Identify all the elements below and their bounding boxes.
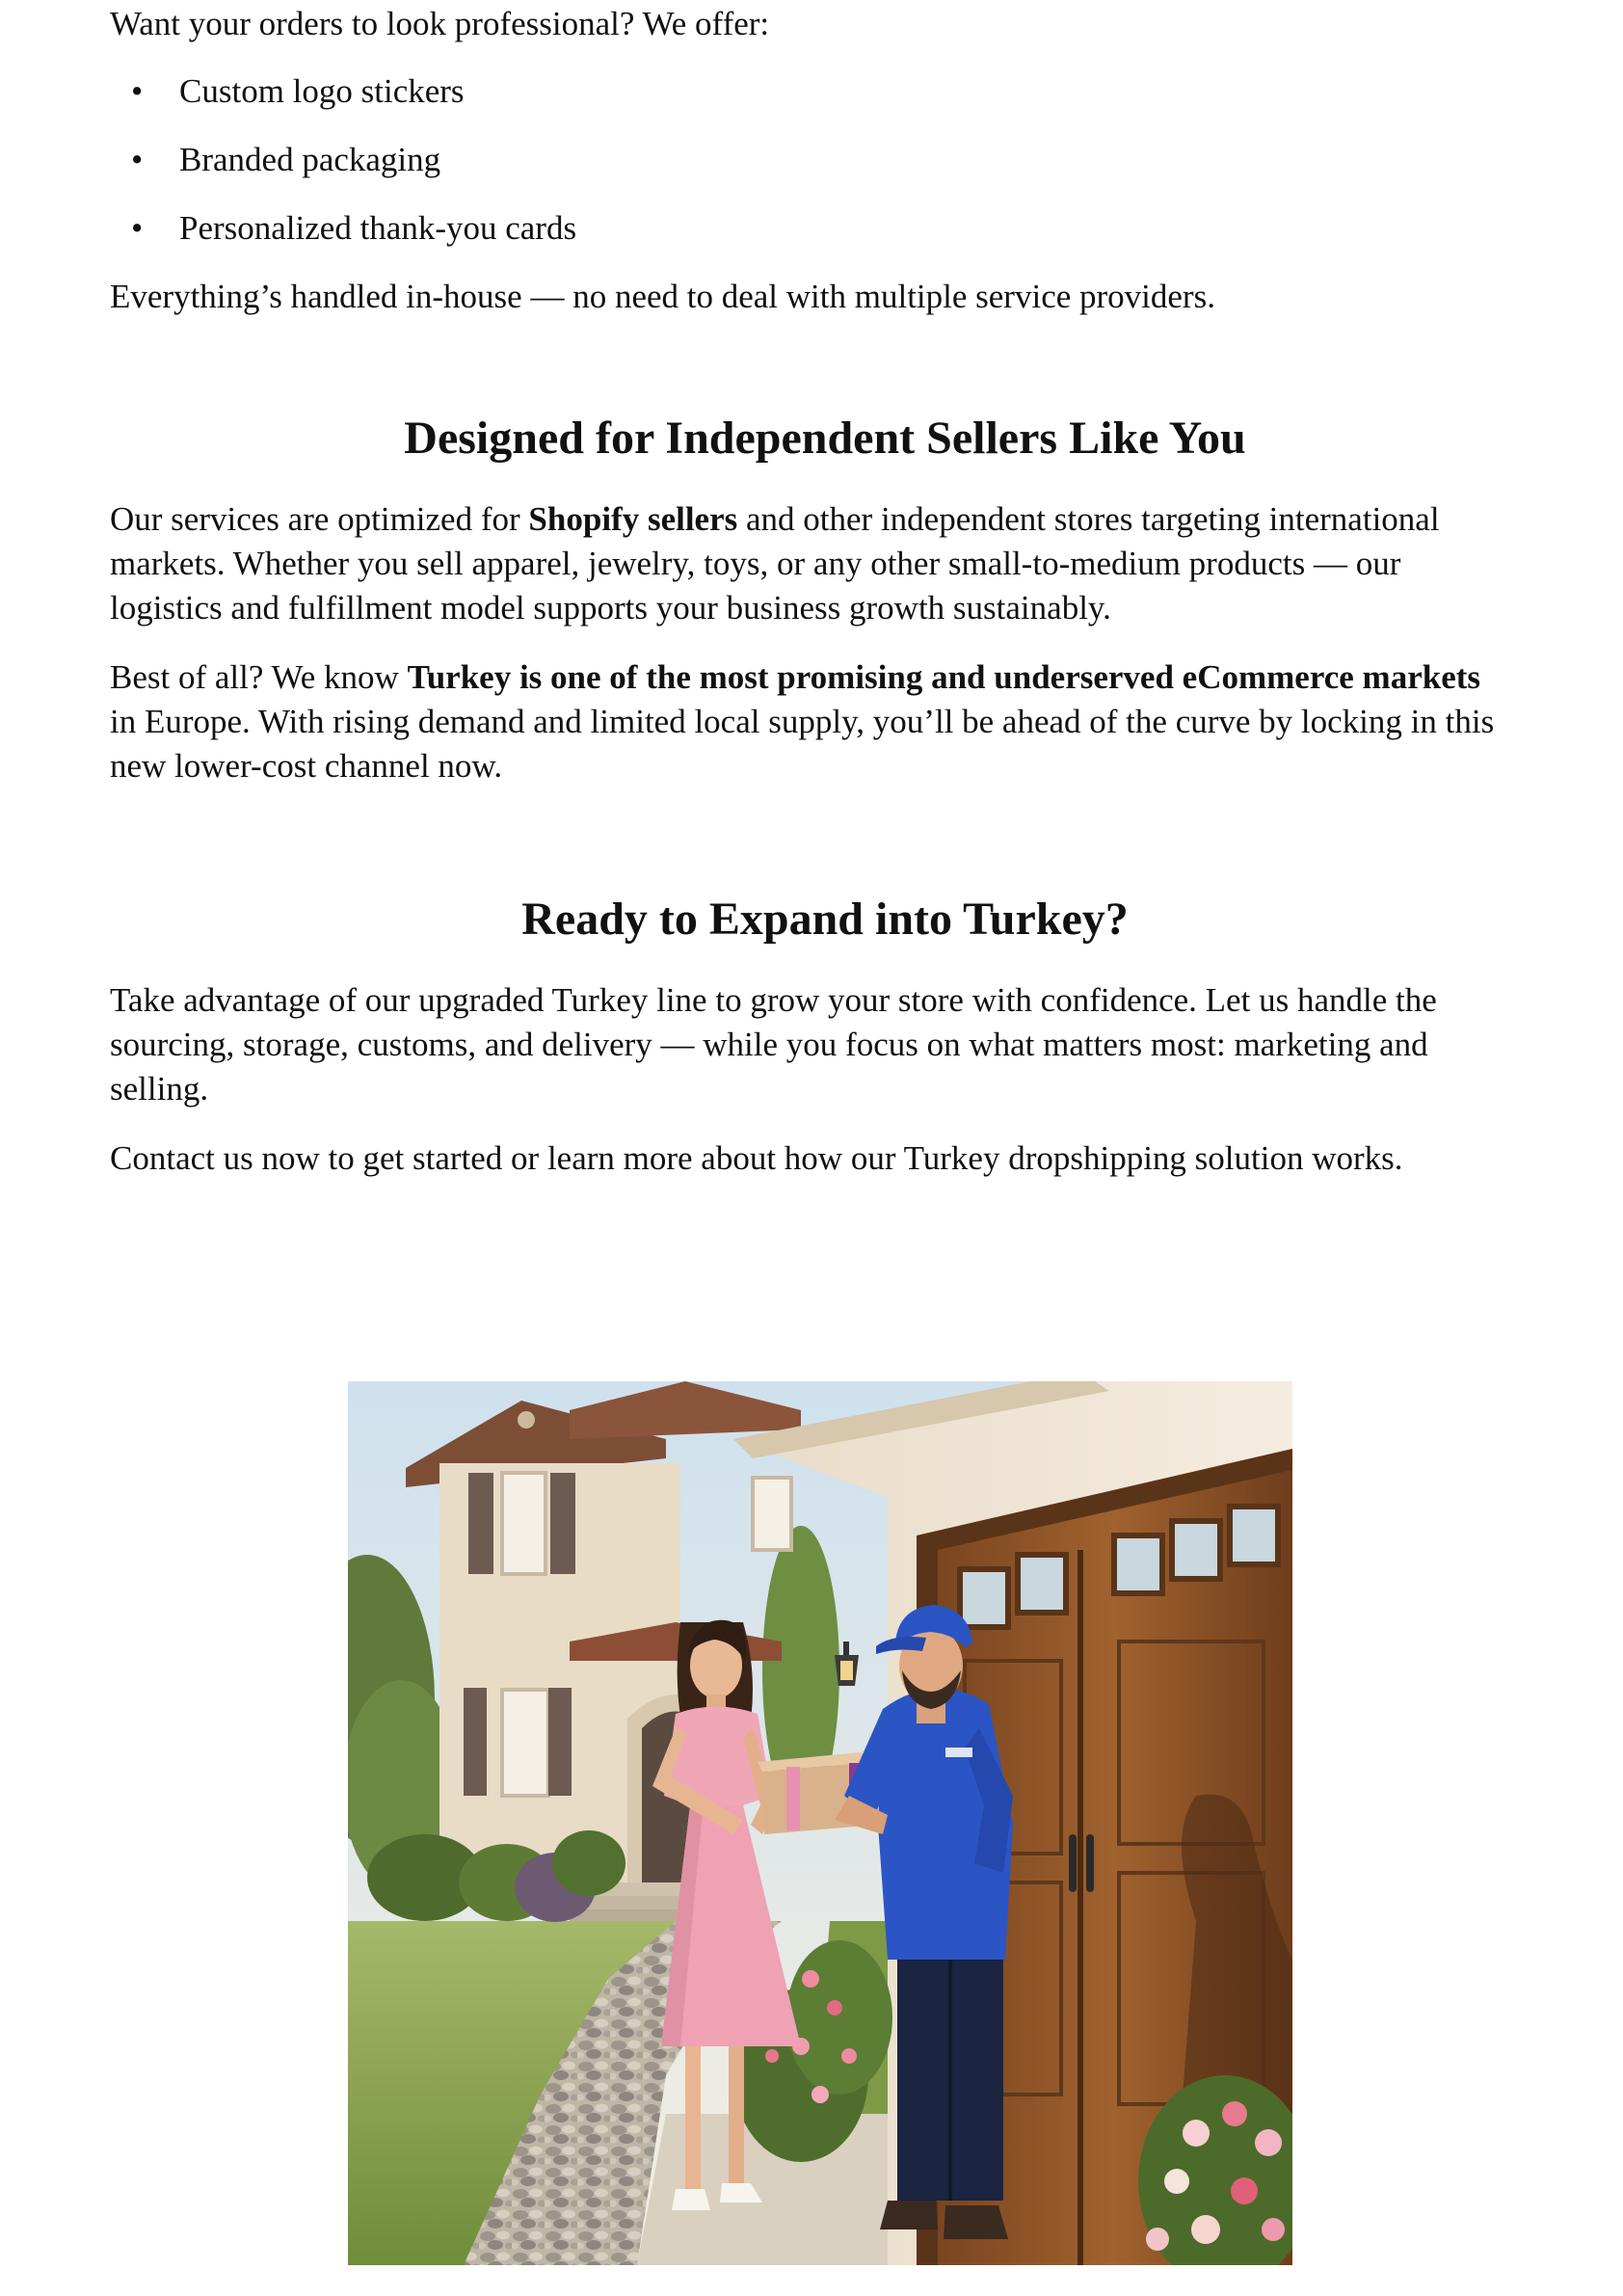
delivery-photo [348,1381,1292,2265]
shopify-sellers-emphasis: Shopify sellers [528,500,738,538]
section-heading-ready: Ready to Expand into Turkey? [521,894,1129,945]
door-handle-icon [1086,1834,1094,1892]
section-heading-designed: Designed for Independent Sellers Like You [404,413,1246,464]
best-text-start: Best of all? We know [110,658,408,696]
take-advantage-paragraph: Take advantage of our upgraded Turkey line to grow your store with confidence. Let us handle the sourcing, storage, customs, and delivery — while you focus on what matters most: marketing and selling. [110,981,1437,1108]
bullet-icon: • [131,209,144,247]
intro-paragraph: Want your orders to look professional? We offer: [110,5,770,42]
bullet-icon: • [131,72,144,110]
best-text-end: in Europe. With rising demand and limited local supply, you’ll be ahead of the curve by locking in this new lower-cost channel now. [110,703,1495,785]
list-item-label: Personalized thank-you cards [179,209,577,247]
optimized-text-end: and other independent stores targeting international markets. Whether you sell apparel, jewelry, toys, or any other small-to-medium products — our logistics and fulfillment model supports your business growth sustainably. [110,500,1440,627]
list-item [110,138,1513,182]
delivery-illustration [348,1381,1292,2265]
list-item [110,69,1513,114]
offers-list [110,69,1513,275]
door-handle-icon [1069,1834,1077,1892]
bullet-icon: • [131,141,144,178]
list-item [110,206,1513,251]
turkey-market-emphasis: Turkey is one of the most promising and underserved eCommerce markets [407,658,1481,696]
optimized-paragraph [110,497,1513,630]
in-house-paragraph: Everything’s handled in-house — no need to deal with multiple service providers. [110,278,1215,315]
optimized-text-start: Our services are optimized for [110,500,529,538]
list-item-label: Custom logo stickers [179,72,465,110]
list-item-label: Branded packaging [179,141,441,178]
contact-paragraph: Contact us now to get started or learn more about how our Turkey dropshipping solution works. [110,1139,1403,1177]
best-of-all-paragraph [110,655,1513,788]
